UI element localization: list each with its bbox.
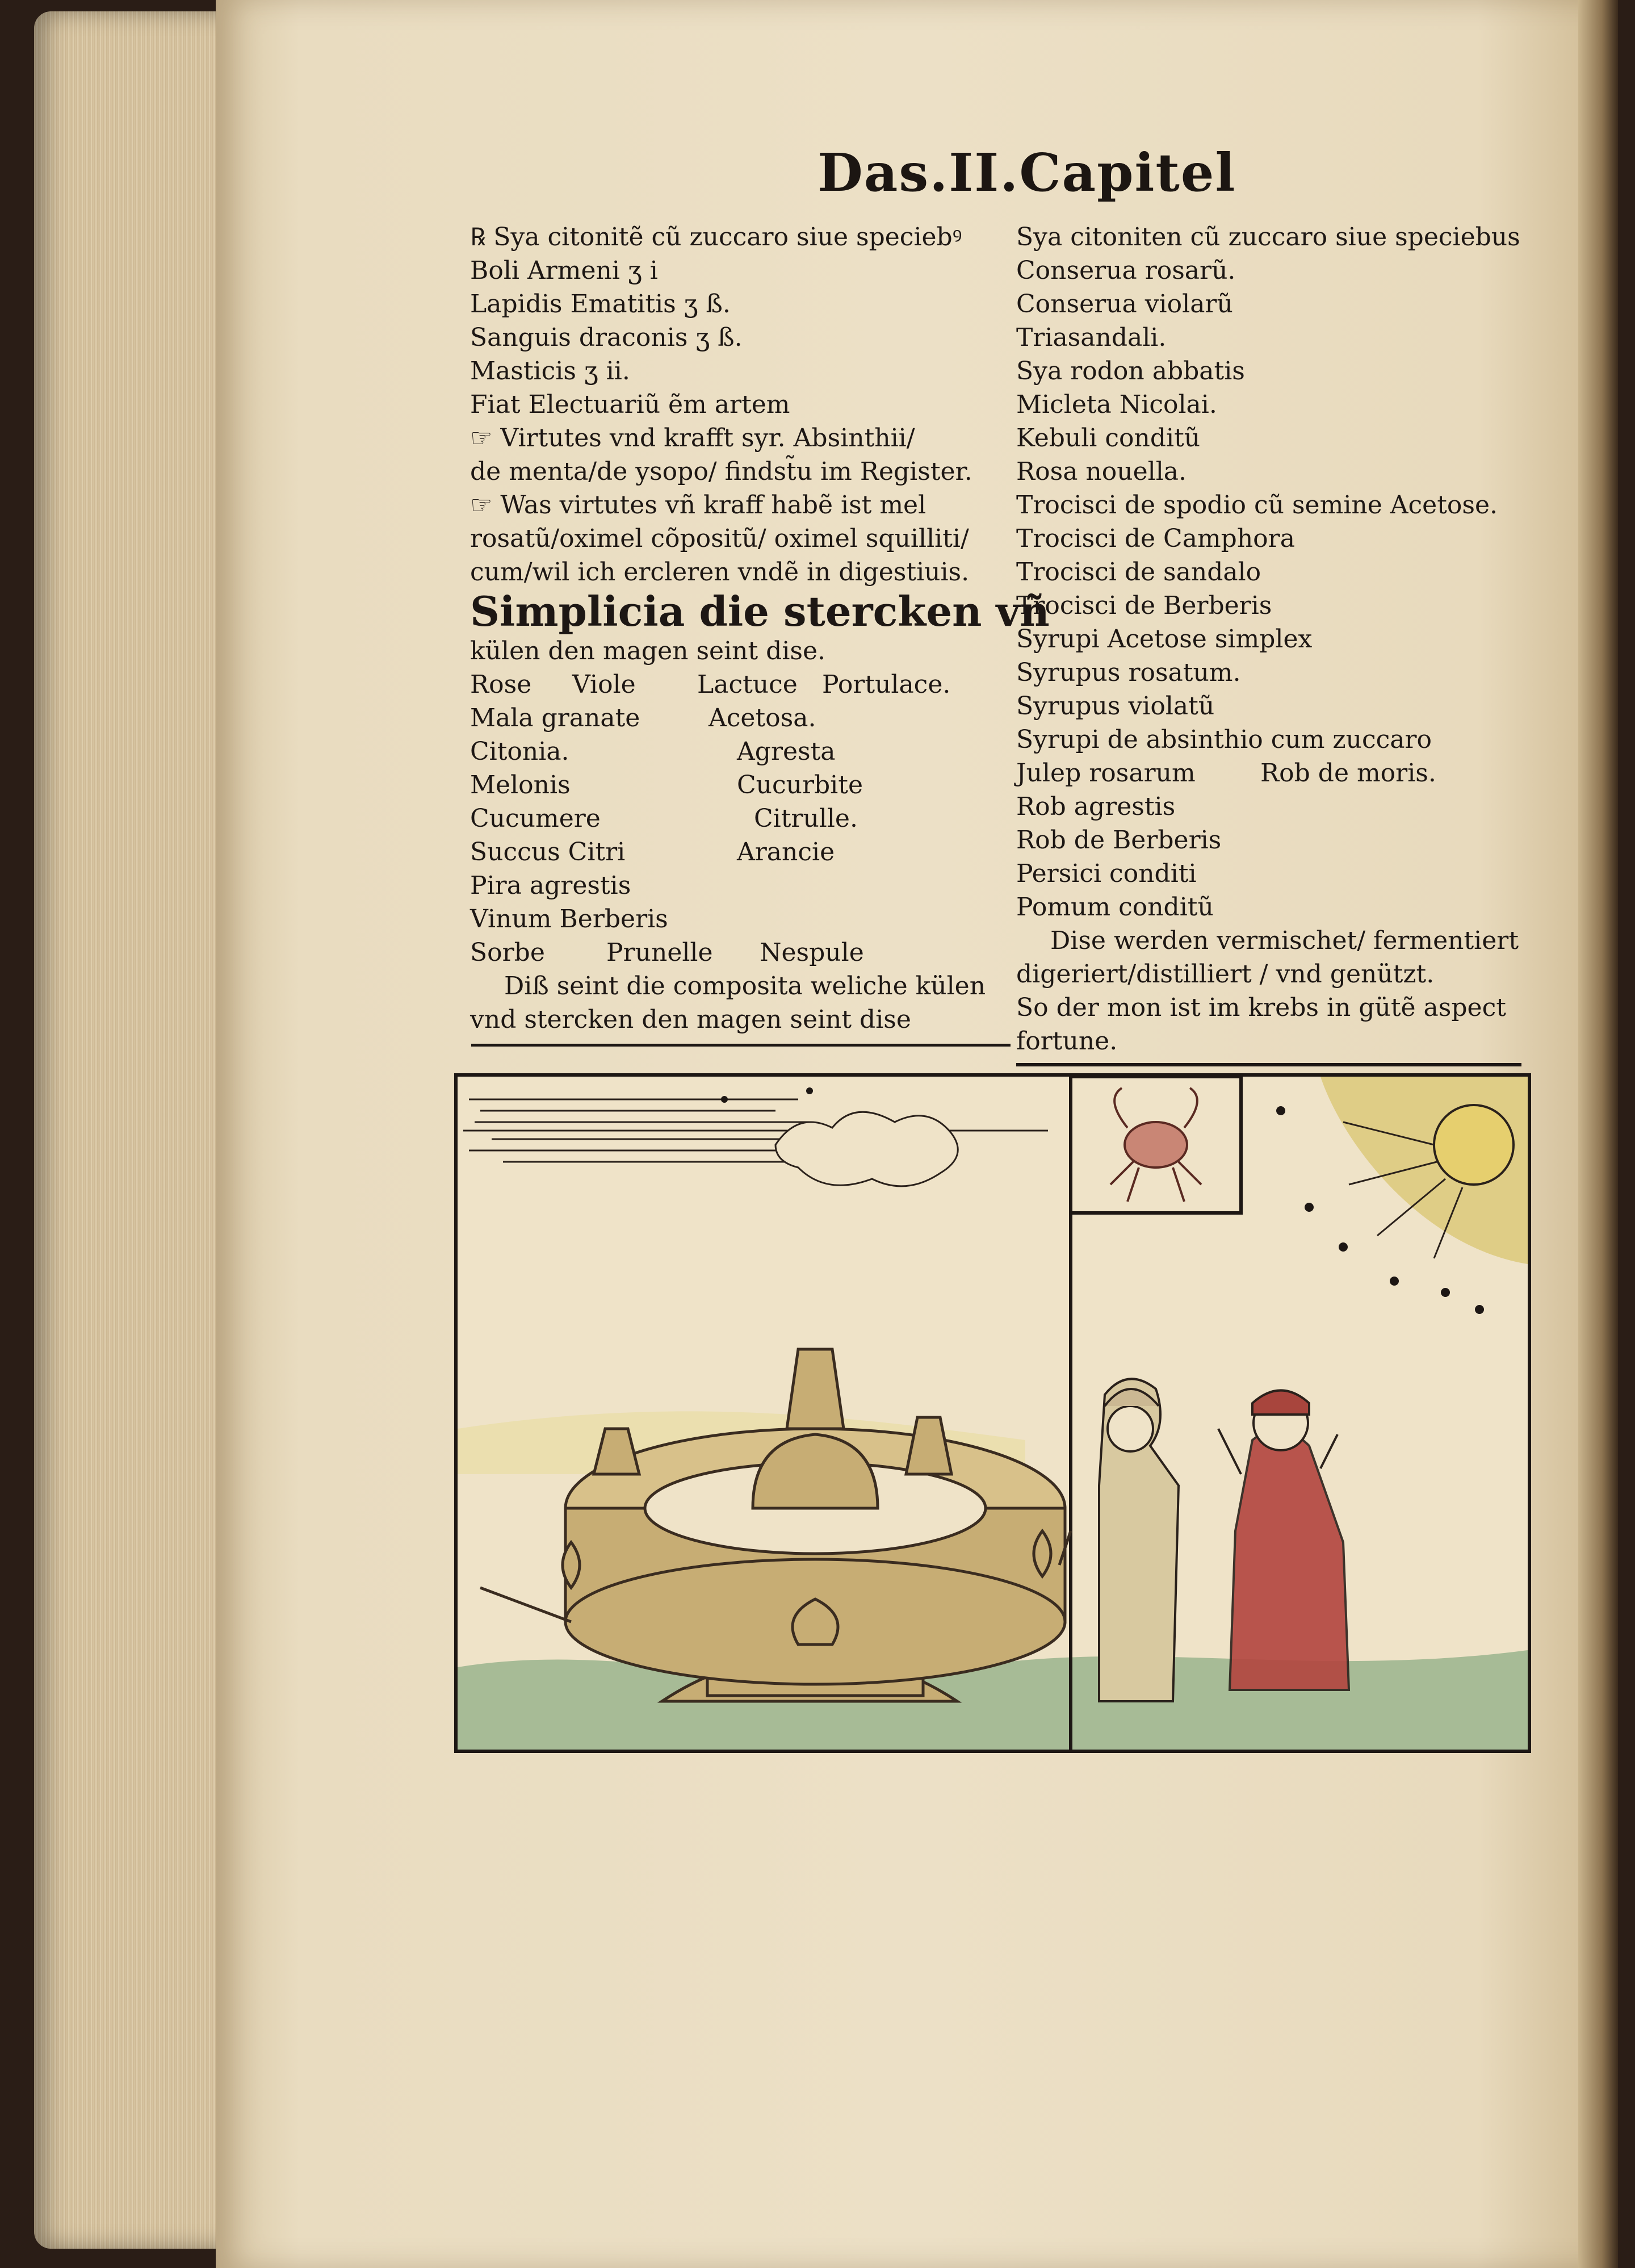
text-line: Rosa nouella. (1016, 457, 1187, 486)
text-line: Julep rosarum (1016, 759, 1196, 788)
figure-scholar-right (1218, 1391, 1349, 1690)
simplicia-item: Rose (470, 670, 532, 699)
text-line: Rob de moris. (1260, 759, 1436, 788)
text-line: vnd stercken den magen seint dise (470, 1005, 911, 1034)
simplicia-item: Pira agrestis (470, 871, 631, 900)
right-column (1016, 220, 1527, 1058)
simplicia-item: Viole (572, 670, 636, 699)
section-subheading: külen den magen seint dise. (470, 637, 825, 666)
text-line: Trocisci de spodio cũ semine Acetose. (1016, 491, 1498, 520)
text-line: ☞ Virtutes vnd krafft syr. Absinthii/ (470, 424, 915, 453)
simplicia-row (470, 802, 981, 835)
text-line: cum/wil ich ercleren vndẽ in digestiuis. (470, 558, 970, 587)
simplicia-item: Vinum Berberis (470, 905, 668, 934)
text-line: de menta/de ysopo/ findst̃u im Register. (470, 457, 972, 486)
simplicia-row (470, 735, 981, 768)
text-line: So der mon ist im krebs in gütẽ aspect (1016, 993, 1506, 1022)
text-line: fortune. (1016, 1027, 1118, 1056)
text-line: Conserua rosarũ. (1016, 256, 1236, 285)
text-line: Sanguis draconis ʒ ß. (470, 323, 743, 352)
simplicia-row (470, 768, 981, 802)
simplicia-row (470, 869, 981, 902)
simplicia-row (470, 902, 981, 936)
simplicia-item: Succus Citri (470, 838, 626, 867)
text-line: digeriert/distilliert / vnd genützt. (1016, 960, 1435, 989)
simplicia-row (470, 668, 981, 701)
simplicia-item: Sorbe (470, 938, 545, 967)
simplicia-row (470, 835, 981, 869)
text-line: Fiat Electuariũ ẽm artem (470, 390, 790, 419)
simplicia-item: Cucumere (470, 804, 601, 833)
text-line: Syrupi Acetose simplex (1016, 625, 1313, 654)
simplicia-item: Nespule (760, 938, 864, 967)
text-line: Syrupus rosatum. (1016, 658, 1241, 687)
column-rule-left (471, 1044, 1011, 1047)
text-line: Dise werden vermischet/ fermentiert (1050, 926, 1519, 955)
text-line: ℞ Sya citonitẽ cũ zuccaro siue speciebꝰ (470, 223, 962, 252)
text-line: Pomum conditũ (1016, 893, 1214, 922)
text-line: Trocisci de Berberis (1016, 591, 1272, 620)
text-line: Sya rodon abbatis (1016, 357, 1245, 386)
julep-row (1016, 756, 1527, 790)
text-line: Syrupus violatũ (1016, 692, 1215, 721)
simplicia-item: Citonia. (470, 737, 569, 766)
page-gutter (1578, 0, 1618, 2268)
text-line: Conserua violarũ (1016, 290, 1233, 319)
simplicia-item: Mala granate (470, 704, 640, 733)
text-line: Trocisci de sandalo (1016, 558, 1261, 587)
simplicia-item: Cucurbite (737, 771, 863, 800)
simplicia-item: Agresta (737, 737, 836, 766)
text-line: Masticis ʒ ii. (470, 357, 630, 386)
text-line: Diß seint die composita weliche külen (504, 972, 986, 1001)
column-rule-right (1016, 1063, 1521, 1066)
text-line: ☞ Was virtutes vñ kraff habẽ ist mel (470, 491, 927, 520)
left-column (470, 220, 1050, 1036)
simplicia-row (470, 701, 981, 735)
text-line: Sya citoniten cũ zuccaro siue speciebus (1016, 223, 1520, 252)
text-line: Trocisci de Camphora (1016, 524, 1295, 553)
text-line: Micleta Nicolai. (1016, 390, 1217, 419)
chapter-title: Das.II.Capitel (818, 142, 1236, 203)
text-line: rosatũ/oximel cõpositũ/ oximel squilliti/ (470, 524, 969, 553)
alembic-apparatus (480, 1349, 1071, 1701)
sun-figure (1320, 1077, 1528, 1264)
simplicia-item: Melonis (470, 771, 571, 800)
simplicia-row (470, 936, 981, 969)
simplicia-item: Prunelle (606, 938, 713, 967)
figure-scholar-left (1099, 1379, 1179, 1701)
simplicia-item: Portulace. (822, 670, 951, 699)
simplicia-item: Citrulle. (754, 804, 858, 833)
text-line: Syrupi de absinthio cum zuccaro (1016, 725, 1432, 754)
woodcut-drawing (458, 1077, 1528, 1750)
simplicia-item: Lactuce (697, 670, 798, 699)
text-line: Rob agrestis (1016, 792, 1176, 821)
woodcut-illustration (454, 1073, 1531, 1753)
text-line: Boli Armeni ʒ i (470, 256, 658, 285)
cloud-band (463, 1099, 1048, 1186)
text-line: Lapidis Ematitis ʒ ß. (470, 290, 731, 319)
text-line: Triasandali. (1016, 323, 1167, 352)
section-heading: Simplicia die stercken vñ (470, 587, 1050, 635)
simplicia-item: Acetosa. (708, 704, 816, 733)
simplicia-item: Arancie (737, 838, 835, 867)
text-line: Persici conditi (1016, 859, 1197, 888)
text-line: Kebuli conditũ (1016, 424, 1201, 453)
text-line: Rob de Berberis (1016, 826, 1222, 855)
